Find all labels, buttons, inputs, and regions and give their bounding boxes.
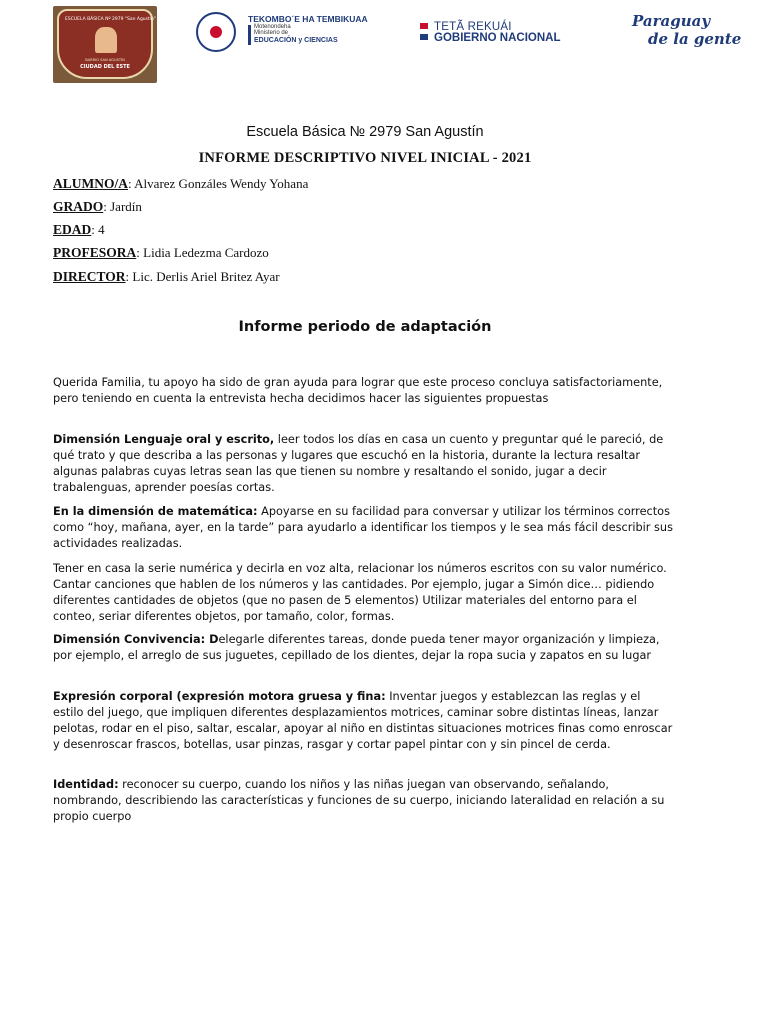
school-crest-logo	[53, 6, 157, 83]
ministry-logo	[196, 12, 376, 52]
paragraph-lead: Identidad:	[53, 778, 119, 791]
field-value: Lic. Derlis Ariel Britez Ayar	[132, 269, 280, 284]
paragraph-lead: En la dimensión de matemática:	[53, 505, 258, 518]
brand-line2: de la gente	[648, 30, 742, 48]
field-value: Alvarez Gonzáles Wendy Yohana	[134, 176, 309, 191]
ministry-divider	[248, 25, 251, 45]
ministry-sub2: Ministerio de	[254, 30, 289, 36]
paragraph-intro	[53, 375, 673, 407]
field-profesora	[53, 245, 269, 261]
ministry-sub3: EDUCACIÓN y CIENCIAS	[254, 37, 338, 44]
field-separator: :	[125, 269, 130, 284]
field-value: Jardín	[110, 199, 142, 214]
paraguay-brand-logo	[628, 12, 742, 52]
government-logo	[420, 22, 590, 44]
paragraph-lead: Dimensión Lenguaje oral y escrito,	[53, 433, 275, 446]
paragraph-expresion-corporal	[53, 689, 673, 753]
field-label: DIRECTOR	[53, 269, 126, 284]
brand-line1: Paraguay	[632, 12, 711, 30]
paragraph-text: Tener en casa la serie numérica y decirla en voz alta, relacionar los números escritos con su valor numérico. Cantar canciones que hablen de los números y las cantidades. Por ejemplo, jugar a Simón dice… pidiendo diferentes cantidades de objetos (que no pasen de 5 elementos) Utilizar materiales del entorno para el conteo, seriar diferentes objetos, por tamaño, color, formas.	[53, 562, 667, 623]
flag-red-icon	[420, 23, 428, 29]
ministry-sub1: Motenondeha	[254, 24, 291, 30]
paragraph-identidad	[53, 777, 673, 825]
field-label: GRADO	[53, 199, 104, 214]
document-header	[0, 0, 768, 90]
paragraph-convivencia	[53, 632, 673, 664]
government-line2: GOBIERNO NACIONAL	[434, 32, 561, 44]
paragraph-text: Querida Familia, tu apoyo ha sido de gran ayuda para lograr que este proceso concluya satisfactoriamente, pero teniendo en cuenta la entrevista hecha decidimos hacer las siguientes propuestas	[53, 376, 663, 405]
field-value: Lidia Ledezma Cardozo	[143, 245, 269, 260]
paragraph-text: Inventar juegos y establezcan las reglas y el estilo del juego, que impliquen diferentes desplazamientos motrices, caminar sobre distintas líneas, lanzar pelotas, rodar en el piso, saltar, escalar, apoyar al niño en distintas situaciones motrices finas como enroscar y desenroscar frascos, botellas, usar pinzas, rasgar y cortar papel pintar con y sin pincel de cerda.	[53, 690, 673, 751]
report-title: INFORME DESCRIPTIVO NIVEL INICIAL - 2021	[198, 150, 532, 166]
paragraph-lenguaje	[53, 432, 673, 496]
field-separator: :	[103, 199, 107, 214]
national-seal-icon	[196, 12, 236, 52]
school-name: Escuela Básica № 2979 San Agustín	[246, 124, 484, 140]
field-separator: :	[91, 222, 95, 237]
government-line1: TETÃ REKUÁI	[434, 21, 512, 33]
field-alumno	[53, 176, 308, 192]
field-separator: :	[136, 245, 140, 260]
field-label: ALUMNO/A	[53, 176, 128, 191]
field-label: EDAD	[53, 222, 92, 237]
crest-sub-text: BARRIO SAN AGUSTÍN	[85, 58, 125, 62]
paragraph-text: leer todos los días en casa un cuento y preguntar qué le pareció, de qué trato y que describa a las personas y lugares que escuchó en la historia, durante la lectura resaltar algunas palabras cuyas letras sean las que tienen su nombre y resaltando el sonido, jugar a decir trabalenguas, aprender poesías cortas.	[53, 433, 664, 494]
section-title: Informe periodo de adaptación	[238, 319, 492, 335]
field-edad	[53, 222, 105, 238]
paragraph-text: Apoyarse en su facilidad para conversar y utilizar los términos correctos como “hoy, mañana, ayer, en la tarde” para ayudarlo a identificar los tiempos y le sea más fácil describir sus actividades realizadas.	[53, 505, 673, 550]
ministry-title: TEKOMBO´E HA TEMBIKUAA	[248, 14, 368, 24]
paragraph-text: elegarle diferentes tareas, donde pueda tener mayor organización y limpieza, por ejemplo, el arreglo de sus juguetes, cepillado de los dientes, dejar la ropa sucia y zapatos en su lugar	[53, 633, 660, 662]
paragraph-lead: Expresión corporal (expresión motora gruesa y fina:	[53, 690, 386, 703]
crest-figure-icon	[95, 27, 117, 53]
paragraph-text: reconocer su cuerpo, cuando los niños y las niñas juegan van observando, señalando, nombrando, describiendo las características y funciones de su cuerpo, iniciando lateralidad en relación a su propio cuerpo	[53, 778, 665, 823]
field-director	[53, 269, 280, 285]
crest-bottom-text: CIUDAD DEL ESTE	[80, 64, 130, 70]
crest-shield	[57, 9, 156, 79]
field-label: PROFESORA	[53, 245, 137, 260]
field-value: 4	[98, 222, 105, 237]
paragraph-serie-numerica	[53, 561, 673, 625]
crest-banner-text: ESCUELA BÁSICA Nº 2979 "San Agustín"	[65, 17, 156, 22]
field-grado	[53, 199, 142, 215]
paragraph-lead: Dimensión Convivencia: D	[53, 633, 219, 646]
field-separator: :	[128, 176, 132, 191]
flag-blue-icon	[420, 34, 428, 40]
paragraph-matematica	[53, 504, 673, 552]
